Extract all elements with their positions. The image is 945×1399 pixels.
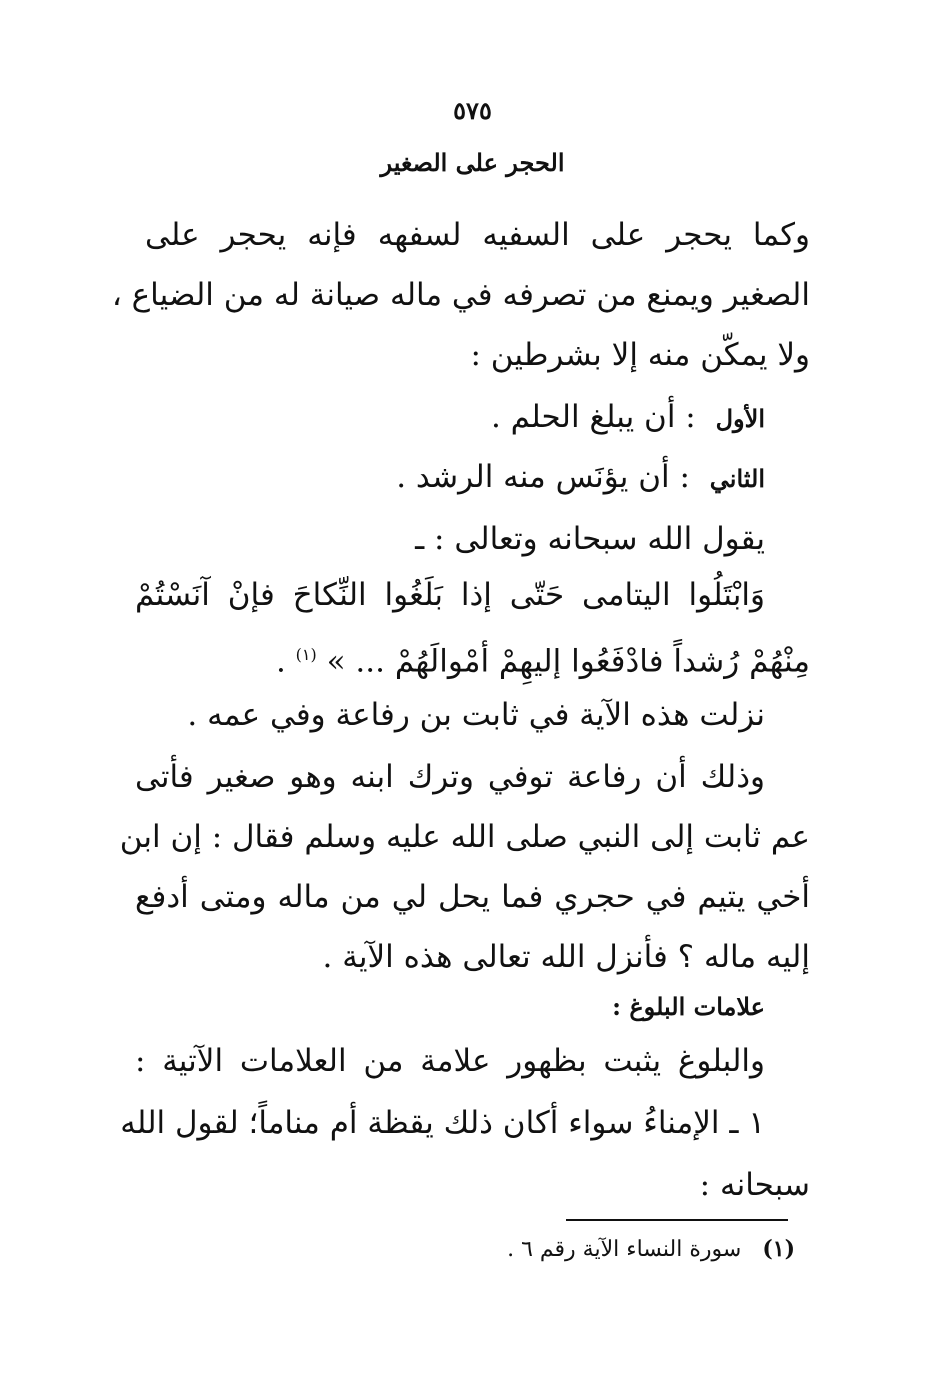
condition-second [135, 452, 765, 504]
page-number: ٥٧٥ [453, 96, 492, 125]
condition-first [135, 392, 765, 444]
condition-first-text: : أن يبلغ الحلم . [490, 399, 696, 435]
body-line: وذلك أن رفاعة توفي وترك ابنه وهو صغير فأتى [135, 759, 765, 795]
footnote-text: سورة النساء الآية رقم ٦ . [507, 1237, 742, 1262]
verse-line: وَابْتَلُوا اليتامى حَتّى إذا بَلَغُوا النِّكاحَ فإنْ آنَسْتُمْ [135, 577, 765, 613]
condition-first-label: الأول [715, 404, 765, 433]
body-line: ١ ـ الإمناءُ سواء أكان ذلك يقظة أم مناماً؛ لقول الله [120, 1105, 765, 1141]
footnote-divider [566, 1219, 788, 1221]
condition-second-text: : أن يؤنَس منه الرشد . [396, 459, 690, 495]
body-line: نزلت هذه الآية في ثابت بن رفاعة وفي عمه . [187, 697, 765, 733]
body-line: عم ثابت إلى النبي صلى الله عليه وسلم فقال : إن ابن [119, 819, 810, 855]
body-line: إليه ماله ؟ فأنزل الله تعالى هذه الآية . [322, 939, 810, 975]
verse-line-end [135, 630, 810, 686]
footnote-number: (١) [762, 1236, 795, 1262]
verse-text: مِنْهُمْ رُشداً فادْفَعُوا إليهِمْ أمْوالَهُمْ ... » [326, 643, 810, 680]
body-line: الصغير ويمنع من تصرفه في ماله صيانة له من الضياع ، [111, 277, 810, 313]
body-line: يقول الله سبحانه وتعالى : ـ [415, 521, 765, 557]
condition-second-label: الثاني [709, 464, 765, 493]
footnote-marker: (١) [295, 645, 317, 664]
footnote [507, 1236, 795, 1262]
body-line: أخي يتيم في حجري فما يحل لي من ماله ومتى أدفع [135, 879, 810, 915]
verse-end: . [275, 643, 286, 680]
chapter-title: الحجر على الصغير [380, 148, 565, 177]
body-line: والبلوغ يثبت بظهور علامة من العلامات الآتية : [135, 1043, 765, 1079]
body-line: وكما يحجر على السفيه لسفهه فإنه يحجر على [145, 217, 810, 253]
body-line: سبحانه : [699, 1167, 810, 1203]
section-heading: علامات البلوغ : [612, 992, 765, 1021]
body-line: ولا يمكّن منه إلا بشرطين : [470, 337, 810, 373]
